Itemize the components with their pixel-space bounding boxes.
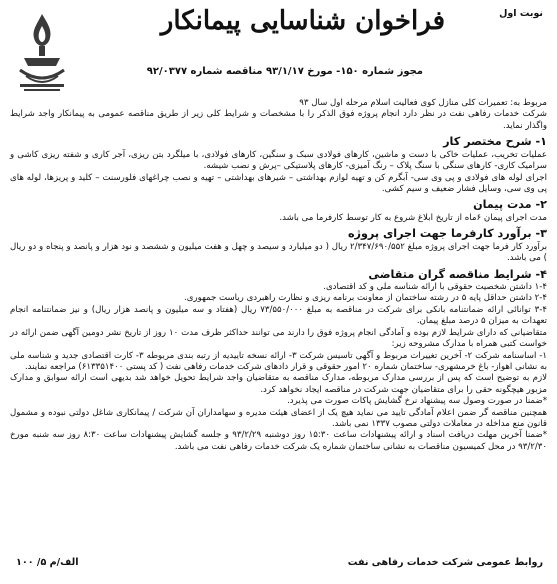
footer (8, 552, 549, 568)
section-paragraph: *ضمنا آخرین مهلت دریافت اسناد و ارائه پیشنهادات ساعت ۱۵:۳۰ روز دوشنبه ۹۳/۲/۲۹ و جلسه گشایش پیشنهادات ساعت ۸:۳۰ روز سه شنبه مورخ ۹۳/۲/۳۰ در محل کمیسیون مناقصات به نشانی ساختمان شماره یک شرکت خدمات رفاهی نفت می باشد. (10, 430, 547, 452)
section-paragraph: ۳-۴ توانائی ارائه ضمانتنامه بانکی برای شرکت در مناقصه به مبلغ ۷۳/۵۵۰/۰۰۰ ریال (هفتاد و سه میلیون و پانصد هزار ریال) و نیز ضمانتنامه انجام تعهدات به میزان ۵ درصد مبلغ پیمان. (10, 304, 547, 327)
intro-subject: مربوط به: تعمیرات کلی منازل کوی فعالیت اسلام مرحله اول سال ۹۳ (299, 98, 547, 108)
section-paragraph: متقاضیانی که دارای شرایط لازم بوده و آمادگی انجام پروژه فوق را دارند می توانند حداکثر ظرف مدت ۱۰ روز از تاریخ نشر دومین آگهی ضمن ارائه در خواست کتبی همراه با مدارک مشروحه زیر: (10, 327, 547, 350)
section-paragraph: عملیات تخریب، عملیات خاکی با دست و ماشین، کارهای فولادی سبک و سنگین، کارهای فولادی، با میلگرد بتن ریزی، آجر کاری و شفته ریزی کاشی و سرامیک کاری- کارهای سنگی با سنگ پلاک – رنگ آمیزی- کارهای پلاستیکی –پرش و نصب شیشه. (10, 149, 547, 172)
section-conditions (8, 268, 549, 454)
advertisement-page (8, 8, 549, 568)
intro (10, 98, 547, 132)
oil-company-logo-icon (10, 10, 74, 94)
intro-description: شرکت خدمات رفاهی نفت در نظر دارد انجام پروژه فوق الذکر را با مشخصات و شرایط کلی زیر از طریق مناقصه عمومی به پیمانکار واجد شرایط واگذار نماید. (10, 109, 547, 131)
section-heading: ۲- مدت پیمان (473, 198, 547, 212)
section-paragraph: لازم به توضیح است که پس از بررسی مدارک مربوطه، مدارک مناقصه به متقاضیان واجد شرایط تحویل خواهد شد بدیهی است ارائه سوابق و مدارک مزبور هیچگونه حقی را برای متقاضیان جهت شرکت در مناقصه ایجاد نخواهد کرد. (10, 373, 547, 395)
issue-number: نوبت اول (499, 8, 543, 19)
section-heading: ۴- شرایط مناقصه گران متقاضی (368, 267, 547, 281)
section-paragraph: *ضمنا در صورت وصول سه پیشنهاد نرخ گشایش پاکات صورت می پذیرد. (287, 396, 547, 407)
section-paragraph: مدت اجرای پیمان ۶ماه از تاریخ ابلاغ شروع به کار توسط کارفرما می باشد. (279, 212, 547, 223)
section-paragraph: ۱-۴ داشتن شخصیت حقوقی با ارائه شناسه ملی و کد اقتصادی. (323, 282, 547, 293)
section-estimate (8, 227, 549, 264)
permit-subtitle: مجوز شماره ۱۵۰- مورخ ۹۳/۱/۱۷ مناقصه شماره ۹۲/۰۳۷۷ (146, 66, 423, 77)
page-title: فراخوان شناسایی پیمانکار (160, 6, 445, 36)
public-relations-signature: روابط عمومی شرکت خدمات رفاهی نفت (347, 556, 543, 568)
section-paragraph: ۱- اساسنامه شرکت ۲- آخرین تغییرات مربوط و آگهی تاسیس شرکت ۳- ارائه نسخه تاییدیه از رتبه بندی مربوطه ۳- کارت اقتصادی جدید و شناسه ملی به نشانی اهواز- باغ خرمشهری- ساختمان شماره ۲۰ امور حقوقی و قرار دادهای شرکت خدمات رفاهی نفت ( کد پستی ۶۱۳۳۵۱۴۰۰) مراجعه نمایند. (10, 350, 547, 372)
section-scope (8, 135, 549, 195)
section-duration (8, 198, 549, 224)
section-heading: ۳- برآورد کارفرما جهت اجرای پروژه (347, 227, 547, 241)
section-heading: ۱- شرح مختصر کار (443, 135, 547, 149)
section-paragraph: همچنین مناقصه گر ضمن اعلام آمادگی تایید می نماید هیچ یک از اعضای هیئت مدیره و سهامداران آن شرکت / پیمانکاری شاغل دولتی نبوده و مشمول قانون منع مداخله در معاملات دولتی مصوب ۱۳۳۷ نمی باشد. (10, 407, 547, 429)
section-paragraph: ۲-۴ داشتن حداقل پایه ۵ در رشته ساختمان از معاونت برنامه ریزی و نظارت راهبردی ریاست جمهوری. (184, 293, 547, 304)
section-paragraph: برآورد کار فرما جهت اجرای پروژه مبلغ ۲/۳۴۷/۶۹۰/۵۵۲ ریال ( دو میلیارد و سیصد و چهل و هفت میلیون و ششصد و نود هزار و پانصد و پنجاه و دو ریال ) می باشد. (10, 241, 547, 264)
ad-code: الف/م ۵/ ۱۰۰ (16, 556, 79, 568)
header (8, 8, 549, 98)
section-paragraph: اجرای لوله های فولادی و پی وی سی- آبگرم کن و تهیه لوازم بهداشتی – شیرهای بهداشتی – تهیه و نصب چراغهای فلورسنت – کلید و پریزها، لوله های پی وی سی، وسایل فشار ضعیف و سیم کشی. (10, 172, 547, 194)
